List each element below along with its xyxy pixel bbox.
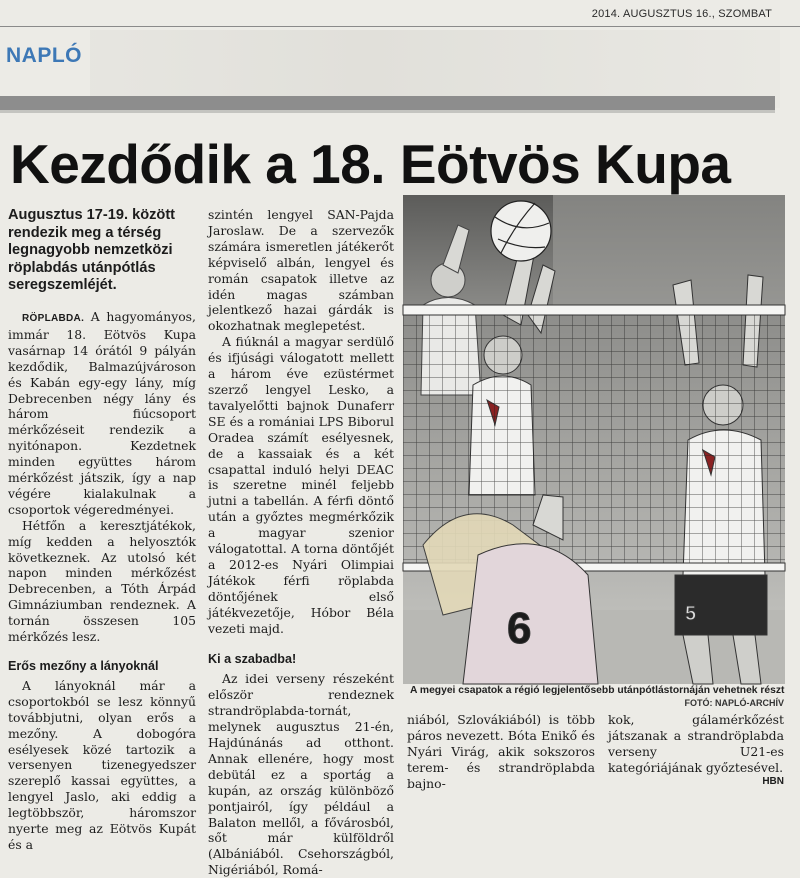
- header-rule: [0, 26, 800, 27]
- author-signature: HBN: [762, 775, 784, 787]
- volleyball-photo: [403, 195, 785, 684]
- jersey-number-front: 6: [507, 604, 532, 653]
- issue-date: 2014. AUGUSZTUS 16., SZOMBAT: [591, 8, 772, 20]
- column-4: [608, 712, 784, 790]
- section-band-shadow: [0, 110, 775, 113]
- paragraph-2: Hétfőn a keresztjátékok, míg kedden a helyosztók következnek. Az utolsó két napon minden mérkőzést Debrecenben, a Tóth Árpád Gimnáziumban rendeznek. A tornán összesen 105 mérkőzés lesz.: [8, 517, 196, 645]
- section-band: [0, 96, 775, 110]
- paragraph-3: A lányoknál már a csoportokból se lesz könnyű továbbjutni, olyan erős a mezőny. A dobogóra esélyesek közé tartozik a versenyen tizenegyedszer szereplő kassai együttes, a lengyel Jaslo, aki eddig a legtöbbször, háromszor nyerte meg az Eötvös Kupát és a: [8, 677, 196, 852]
- photo-caption: A megyei csapatok a régió legjelentősebb utánpótlástornáján vehetnek részt: [410, 685, 785, 696]
- paragraph-1: [8, 309, 196, 518]
- subheading-girls: Erős mezőny a lányoknál: [8, 659, 159, 673]
- article-headline: Kezdődik a 18. Eötvös Kupa: [10, 133, 731, 195]
- subheading-outdoor: Ki a szabadba!: [208, 652, 297, 667]
- paragraph-5: A fiúknál a magyar serdülő és ifjúsági válogatott mellett a három éve ezüstérmet szerző lengyel Lesko, a tavalyelőtti bajnok Dunaferr SE és a romániai LPS Biborul Oradea számít esélyesnek, de a kassaiak és a két csapattal induló helyi DEAC is szeretne minél feljebb jutni a tabellán. A férfi döntő után a győztes megmérkőzik a magyar szenior válogatottal. A torna döntőjét a 2012-es Nyári Olimpiai Játékok férfi röplabda döntőjének első játékvezetője, Hóbor Béla vezeti majd.: [208, 334, 394, 636]
- paragraph-1-text: A hagyományos, immár 18. Eötvös Kupa vasárnap 14 órától 9 pályán kezdődik, Balmazújvároson és Kabán egy-egy lány, míg Debrecenben négy lány és három fiúcsoport mérkőzéseit rendezik a nyitónapon. Kezdetnek minden együttes három mérkőzést játszik, így a nap végére kialakulnak a csoportok végeredményei.: [8, 308, 196, 517]
- column-1: [8, 207, 196, 853]
- paragraph-8: kok, gálamérkőzést játszanak a strandröplabda verseny U21-es kategóriájának győztesével.: [608, 712, 784, 775]
- kicker: RÖPLABDA.: [22, 312, 85, 324]
- column-2: [208, 207, 394, 878]
- paragraph-4: szintén lengyel SAN-Pajda Jaroslaw. De a szervezők számára ismeretlen játékerőt képviselő albán, lengyel és román csapatok illetve az idén magas számban jelentkező hazai gárdák is okozhatnak meglepetést.: [208, 207, 394, 334]
- paragraph-6: Az idei verseny részeként először rendeznek strandröplabda-tornát, melynek augusztus 21-én, Hajdúnánás ad otthont. Annak ellenére, hogy most debütál ez a sportág a kupán, az ország különböző pontjairól, így például a Balaton mellől, a fővárosból, sőt már külföldről (Albániából. Csehországból, Nigériából, Romá-: [208, 671, 394, 878]
- article-lead: Augusztus 17-19. között rendezik meg a térség legnagyobb nemzetközi röplabdás utánpótlás seregszemléjét.: [8, 207, 176, 294]
- paragraph-7: niából, Szlovákiából) is több páros nevezett. Bóta Enikő és Nyári Virág, akik sokszoros terem- és strandröplabda bajno-: [407, 712, 595, 791]
- photo-credit: FOTÓ: NAPLÓ-ARCHÍV: [684, 698, 784, 708]
- newspaper-logo: NAPLÓ: [6, 44, 82, 67]
- jersey-number-right: 5: [685, 603, 697, 625]
- volleyball: [491, 201, 551, 261]
- column-3: [407, 712, 595, 792]
